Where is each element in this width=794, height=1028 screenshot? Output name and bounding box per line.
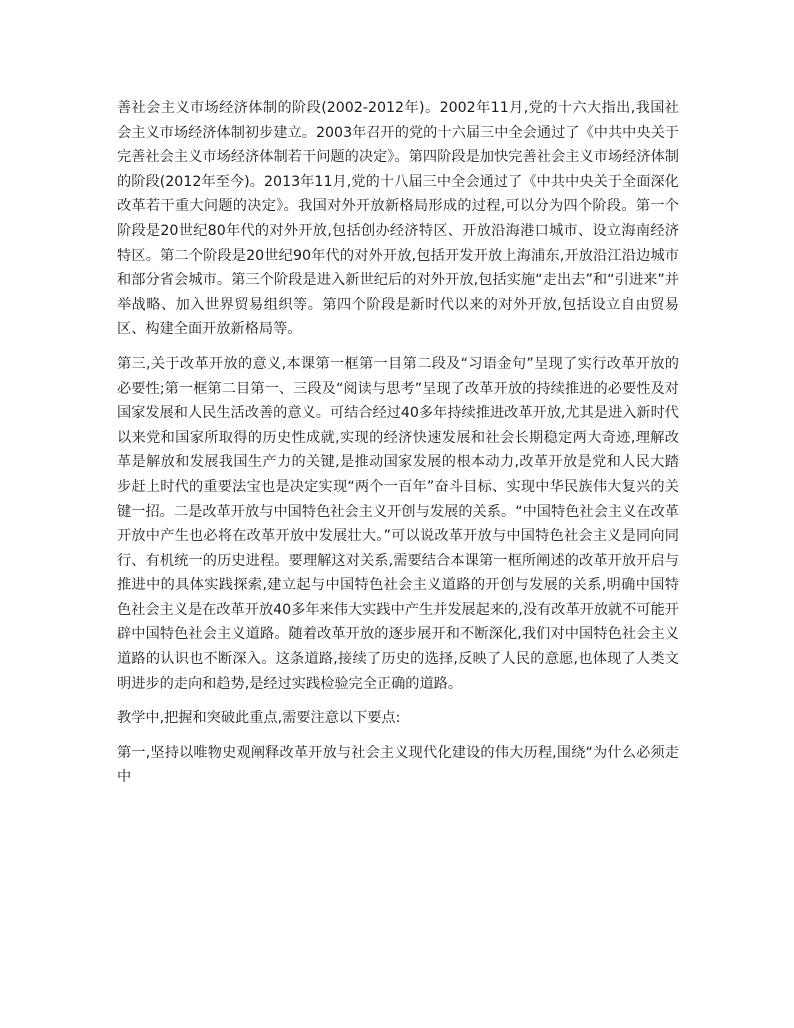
paragraph-reform-significance: 第三,关于改革开放的意义,本课第一框第一目第二段及“习语金句”呈现了实行改革开放的必要性;第一框第二目第一、三段及“阅读与思考”呈现了改革开放的持续推进的必要性及对国家发展和人民生活改善的意义。可结合经过40多年持续推进改革开放,尤其是进入新时代以来党和国家所取得的历史性成就,实现的经济快速发展和社会长期稳定两大奇迹,理解改革是解放和发展我国生产力的关键,是推动国家发展的根本动力,改革开放是党和人民大踏步赶上时代的重要法宝也是决定实现“两个一百年”奋斗目标、实现中华民族伟大复兴的关键一招。二是改革开放与中国特色社会主义开创与发展的关系。“中国特色社会主义在改革开放中产生也必将在改革开放中发展壮大。”可以说改革开放与中国特色社会主义是同向同行、有机统一的历史进程。要理解这对关系,需要结合本课第一框所阐述的改革开放开启与推进中的具体实践探索,建立起与中国特色社会主义道路的开创与发展的关系,明确中国特色社会主义是在改革开放40多年来伟大实践中产生并发展起来的,没有改革开放就不可能开辟中国特色社会主义道路。随着改革开放的逐步展开和不断深化,我们对中国特色社会主义道路的认识也不断深入。这条道路,接续了历史的选择,反映了人民的意愿,也体现了人类文明进步的走向和趋势,是经过实践检验完全正确的道路。 bbox=[117, 355, 679, 692]
paragraph-reform-stages: 善社会主义市场经济体制的阶段(2002-2012年)。2002年11月,党的十六大指出,我国社会主义市场经济体制初步建立。2003年召开的党的十六届三中全会通过了《中共中央关于完善社会主义市场经济体制若干问题的决定》。第四阶段是加快完善社会主义市场经济体制的阶段(2012年至今)。2013年11月,党的十八届三中全会通过了《中共中央关于全面深化改革若干重大问题的决定》。我国对外开放新格局形成的过程,可以分为四个阶段。第一个阶段是20世纪80年代的对外开放,包括创办经济特区、开放沿海港口城市、设立海南经济特区。第二个阶段是20世纪90年代的对外开放,包括开发开放上海浦东,开放沿江沿边城市和部分省会城市。第三个阶段是进入新世纪后的对外开放,包括实施“走出去”和“引进来”并举战略、加入世界贸易组织等。第四个阶段是新时代以来的对外开放,包括设立自由贸易区、构建全面开放新格局等。 bbox=[117, 100, 679, 338]
paragraph-teaching-note: 教学中,把握和突破此重点,需要注意以下要点: bbox=[117, 710, 401, 727]
document-body bbox=[117, 96, 679, 800]
paragraph-first-point: 第一,坚持以唯物史观阐释改革开放与社会主义现代化建设的伟大历程,围绕“为什么必须走中 bbox=[117, 744, 679, 786]
